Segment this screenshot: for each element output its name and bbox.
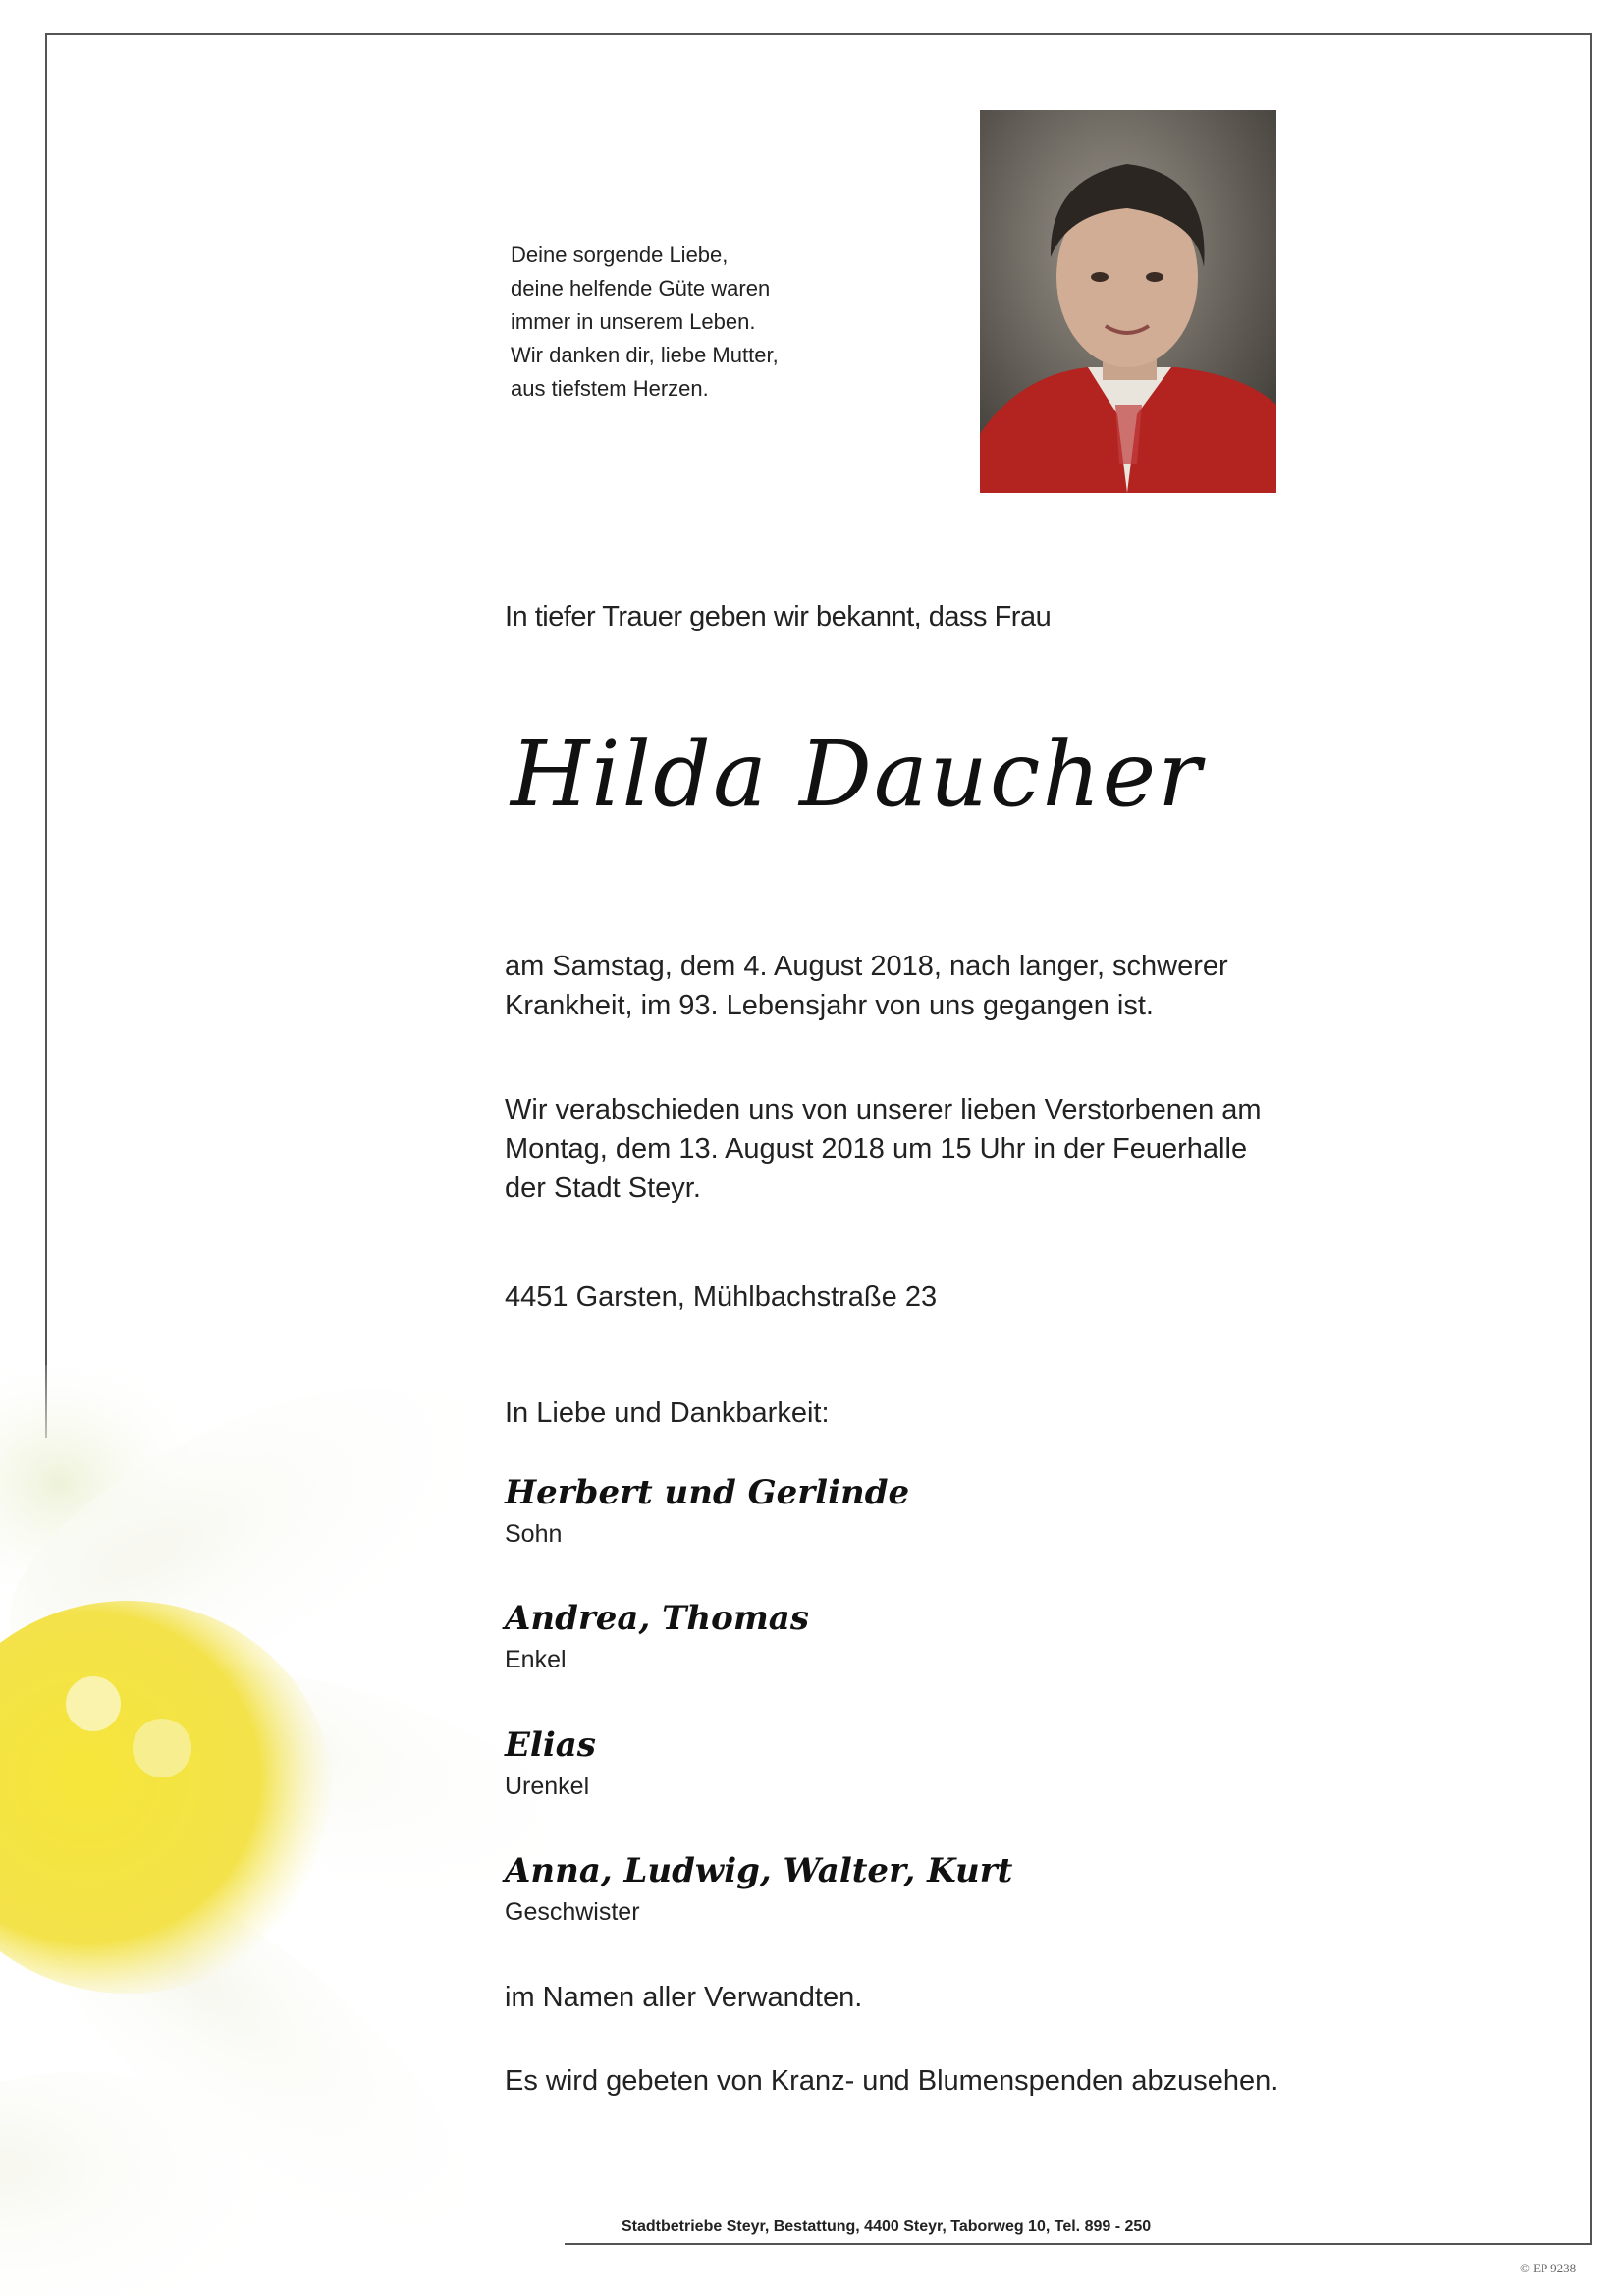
farewell-notice: [505, 1090, 1285, 1208]
mourner-relation: Enkel: [505, 1646, 567, 1673]
mourner-name: Herbert und Gerlinde: [505, 1473, 910, 1512]
memorial-quote: [511, 239, 884, 406]
mourner-name: Elias: [505, 1725, 596, 1765]
announcement-intro: In tiefer Trauer geben wir bekannt, dass Frau: [505, 601, 1052, 632]
mourner-name: Andrea, Thomas: [505, 1599, 809, 1638]
family-address: 4451 Garsten, Mühlbachstraße 23: [505, 1282, 938, 1313]
death-notice: [505, 947, 1285, 1025]
frame-right-line: [1590, 33, 1592, 2243]
mourner-entry: [505, 1599, 809, 1674]
farewell-line: Wir verabschieden uns von unserer lieben Verstorbenen am: [505, 1094, 1262, 1125]
daisy-flower-image: [0, 1365, 550, 2296]
mourner-relation: Urenkel: [505, 1773, 590, 1800]
frame-top-line: [45, 33, 1592, 35]
mourner-relation: Sohn: [505, 1520, 563, 1548]
frame-left-line: [45, 33, 47, 1438]
farewell-line: Montag, dem 13. August 2018 um 15 Uhr in der Feuerhalle: [505, 1133, 1248, 1165]
funeral-home-footer: Stadtbetriebe Steyr, Bestattung, 4400 Steyr, Taborweg 10, Tel. 899 - 250: [622, 2218, 1152, 2235]
mourner-entry: [505, 1725, 596, 1801]
mourner-entry: [505, 1851, 1012, 1927]
closing-line: im Namen aller Verwandten.: [505, 1982, 863, 2013]
quote-line: deine helfende Güte waren: [511, 276, 771, 301]
quote-line: Wir danken dir, liebe Mutter,: [511, 343, 779, 367]
farewell-line: der Stadt Steyr.: [505, 1173, 701, 1204]
mourner-entry: [505, 1473, 909, 1549]
frame-bottom-line: [565, 2243, 1592, 2245]
document-code: © EP 9238: [1520, 2261, 1577, 2275]
portrait-photo: [980, 110, 1276, 493]
mourner-name: Anna, Ludwig, Walter, Kurt: [505, 1851, 1013, 1890]
flower-donation-request: Es wird gebeten von Kranz- und Blumenspenden abzusehen.: [505, 2065, 1279, 2097]
deceased-name: Hilda Daucher: [511, 722, 1204, 827]
quote-line: immer in unserem Leben.: [511, 309, 756, 334]
death-notice-line: am Samstag, dem 4. August 2018, nach langer, schwerer: [505, 951, 1228, 982]
quote-line: Deine sorgende Liebe,: [511, 243, 729, 267]
quote-line: aus tiefstem Herzen.: [511, 376, 709, 401]
mourner-relation: Geschwister: [505, 1898, 640, 1926]
thanks-heading: In Liebe und Dankbarkeit:: [505, 1397, 830, 1429]
death-notice-line: Krankheit, im 93. Lebensjahr von uns gegangen ist.: [505, 990, 1154, 1021]
